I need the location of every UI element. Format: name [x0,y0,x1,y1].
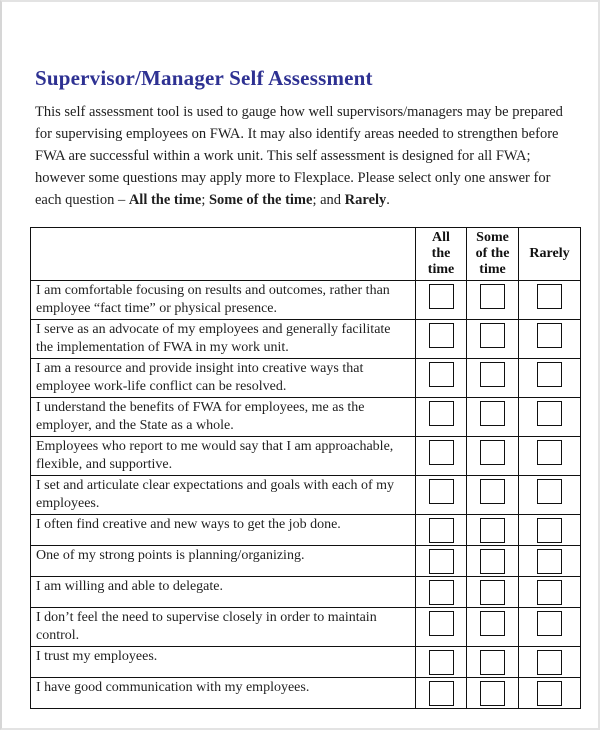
checkbox-all-the-time[interactable] [429,284,454,309]
checkbox-all-the-time[interactable] [429,440,454,465]
answer-cell-rarely [519,398,581,437]
answer-cell-all-the-time [416,546,467,577]
checkbox-some-of-the-time[interactable] [480,518,505,543]
checkbox-some-of-the-time[interactable] [480,362,505,387]
intro-paragraph [35,101,575,211]
table-row [31,678,581,709]
table-row [31,281,581,320]
answer-cell-all-the-time [416,515,467,546]
question-text: I am willing and able to delegate. [31,577,416,608]
intro-emphasis: Some of the time [208,192,313,208]
column-header-some-of-the-time: Some of the time [467,228,519,281]
answer-cell-all-the-time [416,476,467,515]
checkbox-rarely[interactable] [537,611,562,636]
checkbox-rarely[interactable] [537,518,562,543]
column-header-question [31,228,416,281]
column-header-rarely: Rarely [519,228,581,281]
checkbox-some-of-the-time[interactable] [480,580,505,605]
self-assessment-table [30,227,581,709]
table-row [31,359,581,398]
answer-cell-all-the-time [416,608,467,647]
table-row [31,577,581,608]
intro-text: . [386,192,390,208]
table-row [31,608,581,647]
table-row [31,437,581,476]
question-text: I am comfortable focusing on results and outcomes, rather than employee “fact time” or physical presence. [31,281,416,320]
answer-cell-rarely [519,647,581,678]
table-row [31,320,581,359]
checkbox-rarely[interactable] [537,284,562,309]
intro-text: This self assessment tool is used to gauge how well supervisors/managers may be prepared for supervising employees on FWA. It may also identify areas needed to strengthen before FWA are successful within a work unit. This self assessment is designed for all FWA; however some questions may apply more to Flexplace. Please select only one answer for each question – [35,104,563,208]
checkbox-all-the-time[interactable] [429,611,454,636]
checkbox-all-the-time[interactable] [429,580,454,605]
checkbox-rarely[interactable] [537,440,562,465]
answer-cell-some-of-the-time [467,546,519,577]
answer-cell-rarely [519,515,581,546]
question-text: I trust my employees. [31,647,416,678]
answer-cell-some-of-the-time [467,678,519,709]
answer-cell-some-of-the-time [467,320,519,359]
checkbox-some-of-the-time[interactable] [480,681,505,706]
answer-cell-rarely [519,608,581,647]
table-row [31,476,581,515]
answer-cell-some-of-the-time [467,398,519,437]
checkbox-all-the-time[interactable] [429,518,454,543]
answer-cell-all-the-time [416,398,467,437]
checkbox-some-of-the-time[interactable] [480,323,505,348]
table-row [31,398,581,437]
checkbox-some-of-the-time[interactable] [480,549,505,574]
checkbox-rarely[interactable] [537,479,562,504]
question-text: I often find creative and new ways to get the job done. [31,515,416,546]
question-text: Employees who report to me would say that I am approachable, flexible, and supportive. [31,437,416,476]
answer-cell-rarely [519,359,581,398]
answer-cell-rarely [519,281,581,320]
answer-cell-some-of-the-time [467,515,519,546]
checkbox-rarely[interactable] [537,323,562,348]
checkbox-some-of-the-time[interactable] [480,401,505,426]
table-header-row [31,228,581,281]
answer-cell-all-the-time [416,437,467,476]
checkbox-some-of-the-time[interactable] [480,284,505,309]
answer-cell-all-the-time [416,359,467,398]
answer-cell-some-of-the-time [467,608,519,647]
checkbox-all-the-time[interactable] [429,323,454,348]
question-text: I don’t feel the need to supervise closely in order to maintain control. [31,608,416,647]
answer-cell-some-of-the-time [467,437,519,476]
checkbox-all-the-time[interactable] [429,401,454,426]
answer-cell-some-of-the-time [467,577,519,608]
question-text: One of my strong points is planning/organizing. [31,546,416,577]
answer-cell-all-the-time [416,320,467,359]
answer-cell-rarely [519,320,581,359]
question-text: I understand the benefits of FWA for employees, me as the employer, and the State as a whole. [31,398,416,437]
answer-cell-rarely [519,678,581,709]
checkbox-all-the-time[interactable] [429,681,454,706]
checkbox-all-the-time[interactable] [429,650,454,675]
table-row [31,515,581,546]
intro-emphasis: All the time [128,192,202,208]
checkbox-some-of-the-time[interactable] [480,440,505,465]
answer-cell-rarely [519,546,581,577]
table-row [31,546,581,577]
intro-emphasis: Rarely [344,192,387,208]
answer-cell-some-of-the-time [467,359,519,398]
checkbox-some-of-the-time[interactable] [480,611,505,636]
checkbox-all-the-time[interactable] [429,479,454,504]
checkbox-rarely[interactable] [537,549,562,574]
checkbox-rarely[interactable] [537,580,562,605]
column-header-all-the-time: All the time [416,228,467,281]
answer-cell-some-of-the-time [467,476,519,515]
checkbox-rarely[interactable] [537,650,562,675]
answer-cell-rarely [519,577,581,608]
answer-cell-all-the-time [416,647,467,678]
intro-text: ; [201,192,209,208]
question-text: I serve as an advocate of my employees and generally facilitate the implementation of FWA in my work unit. [31,320,416,359]
intro-text: ; and [312,192,345,208]
page-title: Supervisor/Manager Self Assessment [35,66,373,90]
question-text: I am a resource and provide insight into creative ways that employee work-life conflict can be resolved. [31,359,416,398]
checkbox-all-the-time[interactable] [429,549,454,574]
checkbox-some-of-the-time[interactable] [480,650,505,675]
checkbox-rarely[interactable] [537,362,562,387]
answer-cell-some-of-the-time [467,281,519,320]
answer-cell-rarely [519,476,581,515]
checkbox-rarely[interactable] [537,681,562,706]
answer-cell-some-of-the-time [467,647,519,678]
checkbox-rarely[interactable] [537,401,562,426]
checkbox-some-of-the-time[interactable] [480,479,505,504]
answer-cell-all-the-time [416,281,467,320]
checkbox-all-the-time[interactable] [429,362,454,387]
answer-cell-all-the-time [416,678,467,709]
question-text: I have good communication with my employees. [31,678,416,709]
answer-cell-all-the-time [416,577,467,608]
question-text: I set and articulate clear expectations and goals with each of my employees. [31,476,416,515]
answer-cell-rarely [519,437,581,476]
table-row [31,647,581,678]
